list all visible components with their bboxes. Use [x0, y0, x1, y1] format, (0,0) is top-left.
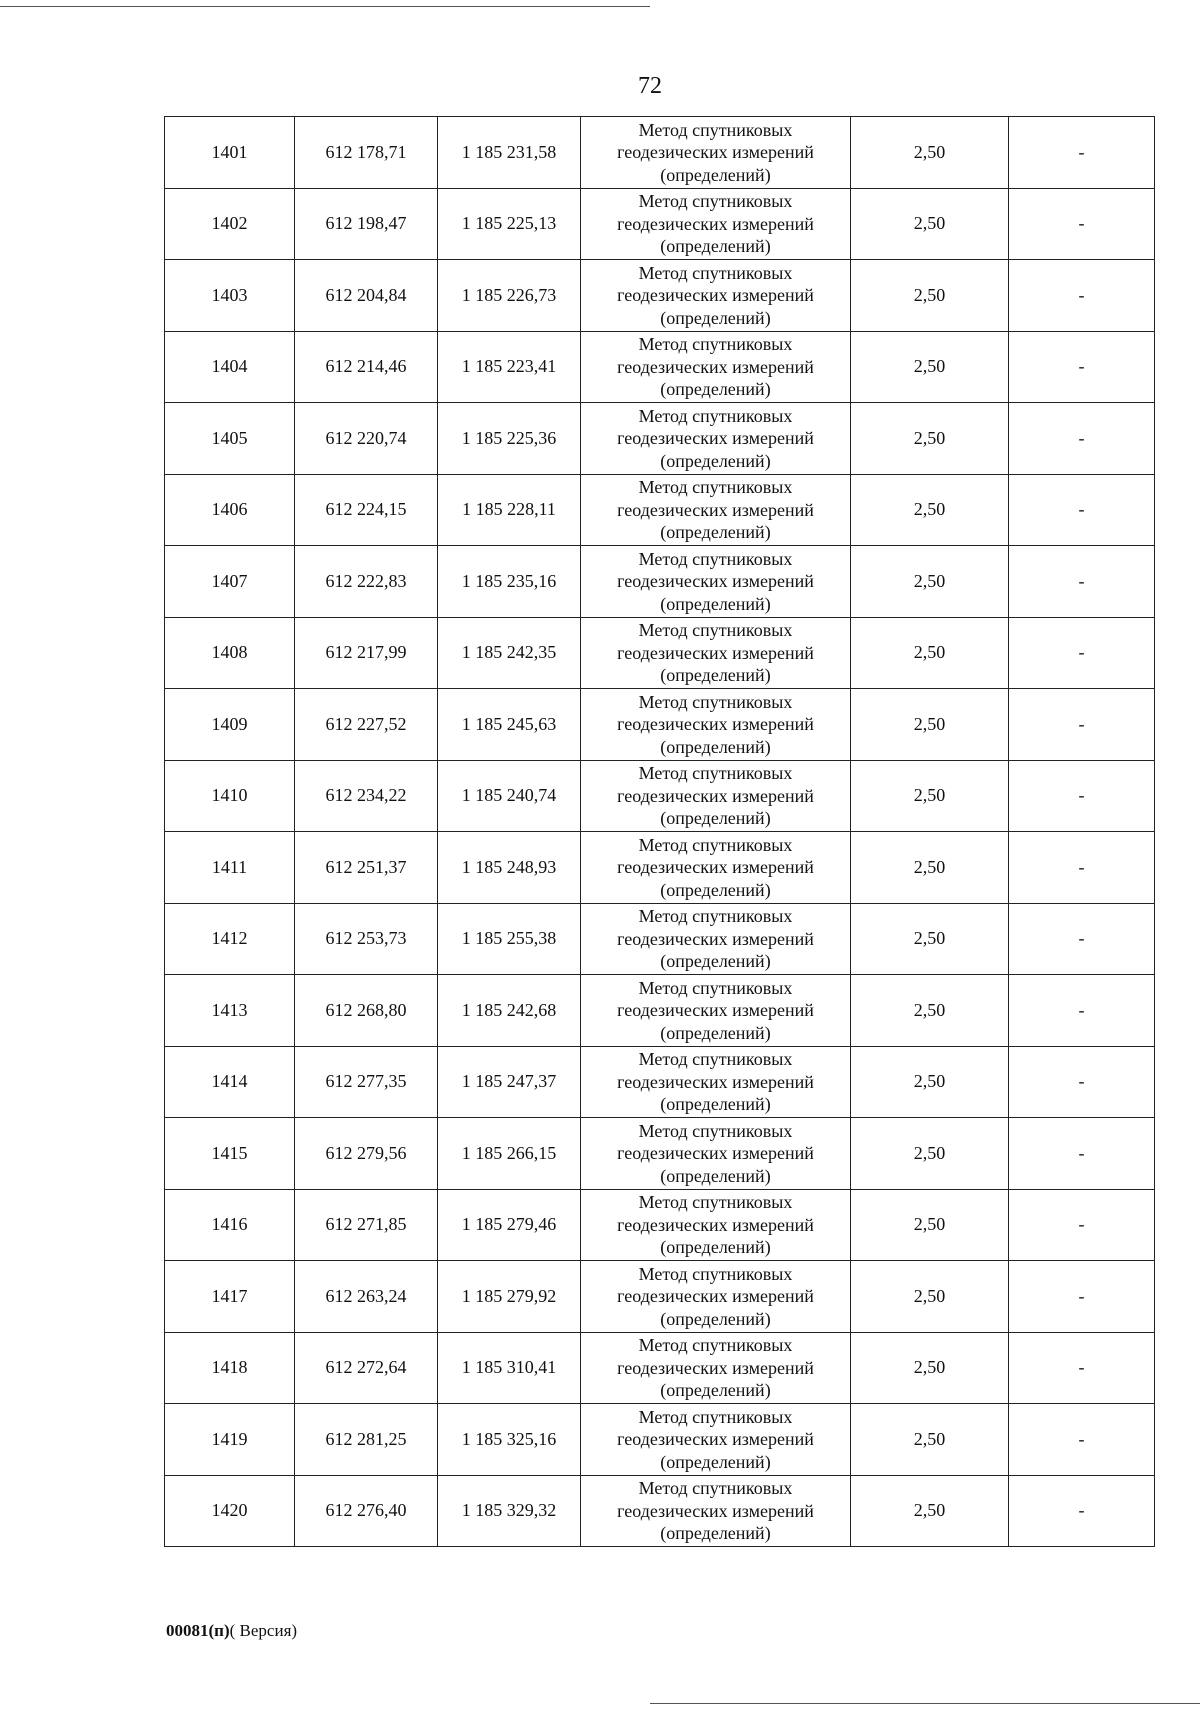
- x-coordinate-cell: 612 277,35: [295, 1046, 438, 1118]
- method-line: Метод спутниковых: [638, 763, 793, 783]
- accuracy-cell: 2,50: [851, 546, 1009, 618]
- method-line: Метод спутниковых: [638, 906, 793, 926]
- point-number-cell: 1410: [165, 760, 295, 832]
- method-line: (определений): [660, 307, 771, 328]
- method-line: Метод спутниковых: [638, 477, 793, 497]
- y-coordinate-cell: 1 185 231,58: [438, 117, 581, 189]
- table-row: [165, 617, 1155, 689]
- note-cell: -: [1009, 1046, 1155, 1118]
- x-coordinate-cell: 612 178,71: [295, 117, 438, 189]
- method-line: (определений): [660, 665, 771, 685]
- method-line: (определений): [660, 1451, 771, 1472]
- y-coordinate-cell: 1 185 266,15: [438, 1118, 581, 1190]
- method-line: Метод спутниковых: [638, 334, 793, 354]
- method-cell: [581, 403, 851, 475]
- method-cell: [581, 117, 851, 189]
- method-line: Метод спутниковых: [638, 1478, 793, 1498]
- method-line: (определений): [660, 1094, 771, 1114]
- accuracy-cell: 2,50: [851, 617, 1009, 689]
- table-row: [165, 1475, 1155, 1547]
- method-line: геодезических измерений: [617, 1143, 814, 1163]
- x-coordinate-cell: 612 214,46: [295, 331, 438, 403]
- note-cell: -: [1009, 760, 1155, 832]
- point-number-cell: 1406: [165, 474, 295, 546]
- method-line: геодезических измерений: [617, 356, 814, 377]
- table-row: [165, 1404, 1155, 1476]
- method-line: Метод спутниковых: [638, 834, 793, 855]
- accuracy-cell: 2,50: [851, 188, 1009, 260]
- y-coordinate-cell: 1 185 245,63: [438, 689, 581, 761]
- accuracy-cell: 2,50: [851, 1261, 1009, 1333]
- method-line: Метод спутниковых: [638, 977, 793, 998]
- point-number-cell: 1416: [165, 1189, 295, 1261]
- table-row: [165, 975, 1155, 1047]
- note-cell: -: [1009, 403, 1155, 475]
- note-cell: -: [1009, 1189, 1155, 1261]
- method-line: Метод спутниковых: [638, 620, 793, 640]
- top-scan-rule: [0, 6, 650, 7]
- page-number: 72: [638, 73, 662, 99]
- method-line: (определений): [660, 1237, 771, 1257]
- method-cell: [581, 188, 851, 260]
- method-line: геодезических измерений: [617, 785, 814, 806]
- note-cell: -: [1009, 903, 1155, 975]
- y-coordinate-cell: 1 185 310,41: [438, 1332, 581, 1404]
- y-coordinate-cell: 1 185 242,35: [438, 617, 581, 689]
- method-cell: [581, 331, 851, 403]
- method-line: геодезических измерений: [617, 642, 814, 663]
- method-line: Метод спутниковых: [638, 1263, 793, 1284]
- method-line: геодезических измерений: [617, 857, 814, 877]
- point-number-cell: 1412: [165, 903, 295, 975]
- y-coordinate-cell: 1 185 247,37: [438, 1046, 581, 1118]
- document-footer: [166, 1620, 297, 1642]
- method-cell: [581, 1475, 851, 1547]
- method-cell: [581, 260, 851, 332]
- method-line: геодезических измерений: [617, 1000, 814, 1020]
- point-number-cell: 1402: [165, 188, 295, 260]
- note-cell: -: [1009, 1261, 1155, 1333]
- method-line: геодезических измерений: [617, 1429, 814, 1449]
- document-code: 00081(п): [166, 1621, 230, 1640]
- method-line: (определений): [660, 450, 771, 471]
- accuracy-cell: 2,50: [851, 1404, 1009, 1476]
- table-row: [165, 1261, 1155, 1333]
- point-number-cell: 1414: [165, 1046, 295, 1118]
- table-row: [165, 760, 1155, 832]
- method-cell: [581, 474, 851, 546]
- method-line: (определений): [660, 736, 771, 757]
- table-row: [165, 403, 1155, 475]
- y-coordinate-cell: 1 185 279,92: [438, 1261, 581, 1333]
- method-line: Метод спутниковых: [638, 1406, 793, 1427]
- y-coordinate-cell: 1 185 248,93: [438, 832, 581, 904]
- note-cell: -: [1009, 1332, 1155, 1404]
- table-row: [165, 1046, 1155, 1118]
- x-coordinate-cell: 612 253,73: [295, 903, 438, 975]
- x-coordinate-cell: 612 263,24: [295, 1261, 438, 1333]
- accuracy-cell: 2,50: [851, 975, 1009, 1047]
- accuracy-cell: 2,50: [851, 474, 1009, 546]
- method-line: геодезических измерений: [617, 571, 814, 591]
- note-cell: -: [1009, 832, 1155, 904]
- method-line: (определений): [660, 879, 771, 900]
- note-cell: -: [1009, 617, 1155, 689]
- point-number-cell: 1407: [165, 546, 295, 618]
- point-number-cell: 1417: [165, 1261, 295, 1333]
- y-coordinate-cell: 1 185 223,41: [438, 331, 581, 403]
- note-cell: -: [1009, 331, 1155, 403]
- y-coordinate-cell: 1 185 226,73: [438, 260, 581, 332]
- method-cell: [581, 1046, 851, 1118]
- method-line: (определений): [660, 1523, 771, 1543]
- note-cell: -: [1009, 546, 1155, 618]
- method-line: (определений): [660, 951, 771, 971]
- note-cell: -: [1009, 117, 1155, 189]
- accuracy-cell: 2,50: [851, 331, 1009, 403]
- method-cell: [581, 832, 851, 904]
- accuracy-cell: 2,50: [851, 260, 1009, 332]
- method-cell: [581, 1118, 851, 1190]
- method-line: геодезических измерений: [617, 285, 814, 305]
- point-number-cell: 1415: [165, 1118, 295, 1190]
- y-coordinate-cell: 1 185 255,38: [438, 903, 581, 975]
- point-number-cell: 1405: [165, 403, 295, 475]
- table-row: [165, 474, 1155, 546]
- note-cell: -: [1009, 1404, 1155, 1476]
- method-line: геодезических измерений: [617, 1500, 814, 1521]
- table-row: [165, 117, 1155, 189]
- x-coordinate-cell: 612 276,40: [295, 1475, 438, 1547]
- method-line: Метод спутниковых: [638, 691, 793, 712]
- accuracy-cell: 2,50: [851, 1118, 1009, 1190]
- method-line: (определений): [660, 379, 771, 399]
- note-cell: -: [1009, 1475, 1155, 1547]
- point-number-cell: 1413: [165, 975, 295, 1047]
- accuracy-cell: 2,50: [851, 760, 1009, 832]
- accuracy-cell: 2,50: [851, 832, 1009, 904]
- x-coordinate-cell: 612 271,85: [295, 1189, 438, 1261]
- method-cell: [581, 1404, 851, 1476]
- point-number-cell: 1419: [165, 1404, 295, 1476]
- y-coordinate-cell: 1 185 225,13: [438, 188, 581, 260]
- table-row: [165, 546, 1155, 618]
- note-cell: -: [1009, 689, 1155, 761]
- accuracy-cell: 2,50: [851, 903, 1009, 975]
- x-coordinate-cell: 612 224,15: [295, 474, 438, 546]
- method-line: (определений): [660, 164, 771, 185]
- point-number-cell: 1420: [165, 1475, 295, 1547]
- accuracy-cell: 2,50: [851, 403, 1009, 475]
- point-number-cell: 1409: [165, 689, 295, 761]
- method-line: Метод спутниковых: [638, 405, 793, 426]
- method-line: (определений): [660, 236, 771, 256]
- method-line: Метод спутниковых: [638, 1049, 793, 1069]
- y-coordinate-cell: 1 185 279,46: [438, 1189, 581, 1261]
- method-line: геодезических измерений: [617, 1071, 814, 1092]
- y-coordinate-cell: 1 185 228,11: [438, 474, 581, 546]
- point-number-cell: 1418: [165, 1332, 295, 1404]
- method-line: геодезических измерений: [617, 1357, 814, 1378]
- point-number-cell: 1411: [165, 832, 295, 904]
- accuracy-cell: 2,50: [851, 117, 1009, 189]
- method-line: (определений): [660, 808, 771, 828]
- table-row: [165, 1118, 1155, 1190]
- y-coordinate-cell: 1 185 235,16: [438, 546, 581, 618]
- note-cell: -: [1009, 260, 1155, 332]
- document-version: ( Версия): [229, 1621, 298, 1640]
- y-coordinate-cell: 1 185 225,36: [438, 403, 581, 475]
- note-cell: -: [1009, 474, 1155, 546]
- method-line: геодезических измерений: [617, 213, 814, 234]
- method-cell: [581, 1332, 851, 1404]
- x-coordinate-cell: 612 234,22: [295, 760, 438, 832]
- note-cell: -: [1009, 1118, 1155, 1190]
- method-line: Метод спутниковых: [638, 548, 793, 569]
- table-row: [165, 1189, 1155, 1261]
- method-line: геодезических измерений: [617, 428, 814, 448]
- x-coordinate-cell: 612 279,56: [295, 1118, 438, 1190]
- table-row: [165, 331, 1155, 403]
- note-cell: -: [1009, 975, 1155, 1047]
- x-coordinate-cell: 612 272,64: [295, 1332, 438, 1404]
- y-coordinate-cell: 1 185 325,16: [438, 1404, 581, 1476]
- method-line: (определений): [660, 522, 771, 542]
- method-cell: [581, 760, 851, 832]
- method-line: Метод спутниковых: [638, 262, 793, 283]
- method-cell: [581, 546, 851, 618]
- method-line: геодезических измерений: [617, 714, 814, 734]
- method-line: геодезических измерений: [617, 1214, 814, 1235]
- method-cell: [581, 689, 851, 761]
- method-line: Метод спутниковых: [638, 1192, 793, 1212]
- coordinates-table: [164, 116, 1155, 1547]
- method-cell: [581, 1189, 851, 1261]
- accuracy-cell: 2,50: [851, 1189, 1009, 1261]
- y-coordinate-cell: 1 185 240,74: [438, 760, 581, 832]
- table-row: [165, 832, 1155, 904]
- x-coordinate-cell: 612 227,52: [295, 689, 438, 761]
- x-coordinate-cell: 612 222,83: [295, 546, 438, 618]
- table-row: [165, 260, 1155, 332]
- method-line: (определений): [660, 1165, 771, 1186]
- x-coordinate-cell: 612 268,80: [295, 975, 438, 1047]
- method-line: (определений): [660, 1022, 771, 1043]
- x-coordinate-cell: 612 217,99: [295, 617, 438, 689]
- method-line: геодезических измерений: [617, 499, 814, 520]
- method-line: (определений): [660, 593, 771, 614]
- accuracy-cell: 2,50: [851, 689, 1009, 761]
- y-coordinate-cell: 1 185 329,32: [438, 1475, 581, 1547]
- note-cell: -: [1009, 188, 1155, 260]
- accuracy-cell: 2,50: [851, 1332, 1009, 1404]
- x-coordinate-cell: 612 220,74: [295, 403, 438, 475]
- point-number-cell: 1401: [165, 117, 295, 189]
- x-coordinate-cell: 612 251,37: [295, 832, 438, 904]
- accuracy-cell: 2,50: [851, 1046, 1009, 1118]
- method-line: геодезических измерений: [617, 928, 814, 949]
- method-line: (определений): [660, 1308, 771, 1329]
- bottom-scan-rule: [650, 1703, 1200, 1704]
- method-line: Метод спутниковых: [638, 1335, 793, 1355]
- x-coordinate-cell: 612 204,84: [295, 260, 438, 332]
- method-line: (определений): [660, 1380, 771, 1400]
- method-line: Метод спутниковых: [638, 1120, 793, 1141]
- table-row: [165, 903, 1155, 975]
- table-row: [165, 689, 1155, 761]
- method-line: геодезических измерений: [617, 1286, 814, 1306]
- coordinates-table-body: [165, 117, 1155, 1547]
- method-line: Метод спутниковых: [638, 119, 793, 140]
- y-coordinate-cell: 1 185 242,68: [438, 975, 581, 1047]
- point-number-cell: 1408: [165, 617, 295, 689]
- method-cell: [581, 617, 851, 689]
- method-line: геодезических измерений: [617, 142, 814, 162]
- table-row: [165, 1332, 1155, 1404]
- method-line: Метод спутниковых: [638, 191, 793, 211]
- accuracy-cell: 2,50: [851, 1475, 1009, 1547]
- point-number-cell: 1403: [165, 260, 295, 332]
- method-cell: [581, 1261, 851, 1333]
- method-cell: [581, 903, 851, 975]
- point-number-cell: 1404: [165, 331, 295, 403]
- x-coordinate-cell: 612 198,47: [295, 188, 438, 260]
- x-coordinate-cell: 612 281,25: [295, 1404, 438, 1476]
- table-row: [165, 188, 1155, 260]
- method-cell: [581, 975, 851, 1047]
